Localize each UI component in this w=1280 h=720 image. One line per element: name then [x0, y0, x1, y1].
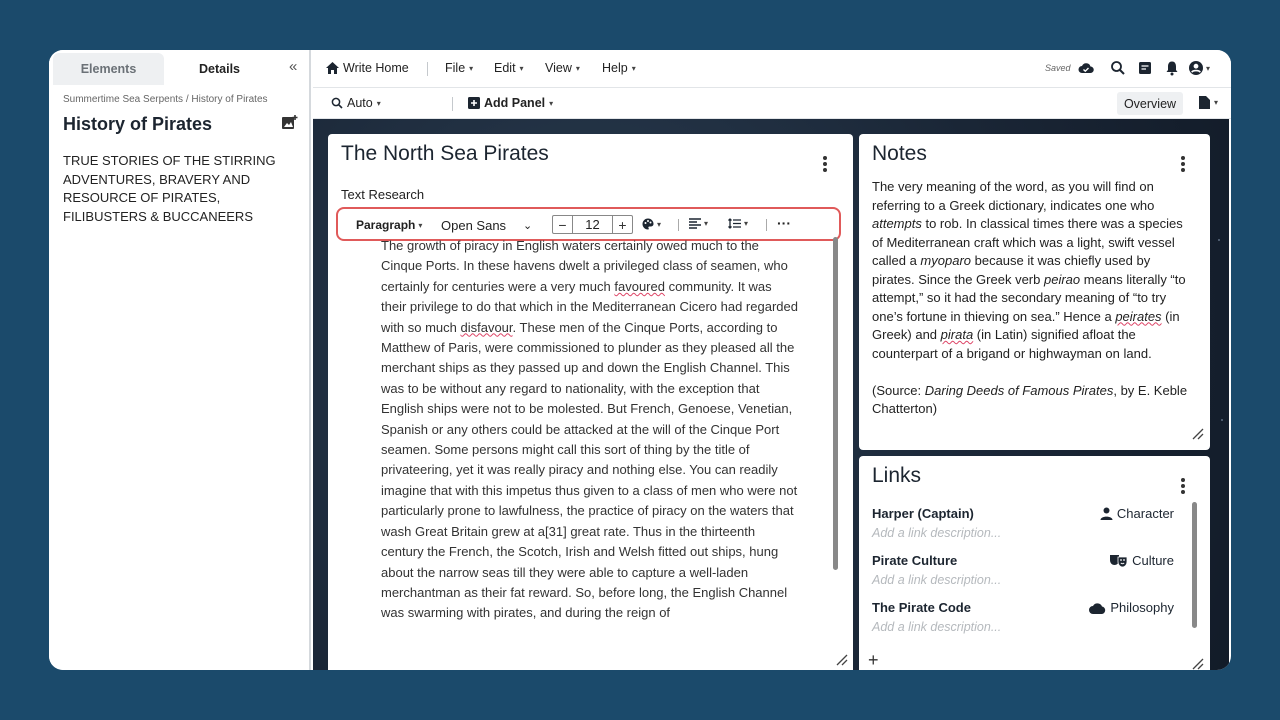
notes-text-run: means literally “to attempt,” so it had the secondary meaning of “to try one’s fortune in thieving on sea.” Hence a — [872, 271, 1186, 324]
chevron-down-icon: ▾ — [376, 98, 381, 108]
body-text-run: The growth of piracy in English waters certainly owed much to the Cinque Ports. In these havens dwelt a privileged class of seamen, who certainly for centuries were a very much — [381, 238, 788, 294]
save-status: Saved — [1045, 63, 1071, 73]
more-options-icon[interactable] — [1181, 156, 1185, 172]
menu-edit-label: Edit — [494, 61, 516, 75]
tab-elements[interactable]: Elements — [53, 53, 164, 85]
source-title: Daring Deeds of Famous Pirates — [924, 382, 1114, 398]
theater-masks-icon — [1110, 554, 1128, 567]
chevron-down-icon: ▾ — [657, 219, 662, 229]
more-format-icon[interactable]: ··· — [777, 215, 791, 231]
notes-title[interactable]: Notes — [872, 142, 927, 165]
scrollbar[interactable] — [833, 237, 838, 570]
notes-icon[interactable] — [1137, 60, 1153, 76]
zoom-icon — [331, 97, 343, 109]
panel-subtitle: Text Research — [341, 187, 425, 202]
link-name[interactable]: The Pirate Code — [872, 600, 971, 615]
font-family-label: Open Sans — [441, 218, 507, 233]
link-name[interactable]: Harper (Captain) — [872, 506, 974, 521]
breadcrumb[interactable]: Summertime Sea Serpents / History of Pirates — [63, 94, 268, 105]
resize-handle-icon[interactable] — [1192, 428, 1204, 440]
link-description[interactable]: Add a link description... — [872, 573, 1002, 587]
source-suffix: , by E. Keble Chatterton) — [872, 382, 1188, 416]
spellcheck-word: favoured — [614, 278, 665, 294]
paragraph-style-select[interactable] — [356, 218, 422, 232]
add-square-icon — [468, 97, 480, 109]
overview-button[interactable]: Overview — [1117, 92, 1183, 115]
panel-bar — [313, 88, 1231, 119]
menu-help-label: Help — [602, 61, 628, 75]
panel-title[interactable]: The North Sea Pirates — [341, 142, 549, 165]
text-editor-body[interactable] — [381, 236, 799, 644]
link-type — [1100, 506, 1174, 521]
document-menu[interactable] — [1199, 96, 1218, 109]
link-description[interactable]: Add a link description... — [872, 526, 1002, 540]
notes-body[interactable] — [872, 178, 1192, 419]
chevron-down-icon: ▾ — [519, 63, 524, 73]
divider — [766, 219, 767, 231]
notes-emphasis: pirata — [940, 327, 974, 342]
more-options-icon[interactable] — [1181, 478, 1185, 494]
notes-text-run: to rob. In classical times there was a species of Mediterranean craft which was a light, swift vessel called a — [872, 216, 1183, 268]
font-family-select[interactable] — [441, 218, 532, 233]
chevron-down-icon: ▾ — [469, 63, 474, 73]
font-size-stepper[interactable] — [552, 215, 633, 234]
spacer — [872, 363, 1192, 382]
spellcheck-word: disfavour — [460, 319, 513, 335]
star-decoration — [1221, 419, 1223, 421]
chevron-down-icon: ▾ — [744, 219, 749, 228]
divider — [452, 97, 453, 111]
align-left-icon — [689, 218, 701, 229]
person-icon — [1100, 507, 1113, 520]
chevron-down-icon: ▾ — [549, 98, 554, 108]
link-type — [1089, 600, 1174, 615]
more-options-icon[interactable] — [823, 156, 827, 172]
zoom-select[interactable] — [331, 96, 381, 110]
notes-text-run: (in Greek) and — [872, 308, 1180, 342]
chevron-down-icon: ▾ — [418, 220, 423, 230]
search-icon[interactable] — [1110, 60, 1126, 76]
notes-emphasis: peirates — [1115, 308, 1162, 324]
add-image-icon[interactable] — [282, 115, 298, 129]
menu-view-label: View — [545, 61, 572, 75]
link-item[interactable] — [872, 506, 1174, 548]
star-decoration — [1218, 239, 1220, 241]
divider — [678, 219, 679, 231]
text-panel — [328, 134, 853, 670]
chevron-down-icon: ▾ — [1214, 98, 1219, 107]
write-home-label: Write Home — [343, 61, 409, 75]
text-color-select[interactable] — [642, 218, 661, 230]
resize-handle-icon[interactable] — [836, 654, 848, 666]
page-title: History of Pirates — [63, 114, 213, 134]
scrollbar[interactable] — [1192, 502, 1197, 628]
chevron-down-icon: ▾ — [704, 219, 709, 228]
write-home-button[interactable] — [326, 61, 409, 75]
cloud-icon — [1089, 602, 1106, 614]
chevron-down-icon[interactable]: ▾ — [1206, 64, 1211, 73]
link-item[interactable] — [872, 553, 1174, 595]
body-text-run: community. It was their privilege to do that which in the Mediterranean Cicero had regarded with so much — [381, 278, 798, 335]
notes-emphasis: peirao — [1043, 271, 1081, 287]
top-bar — [313, 50, 1231, 88]
line-spacing-icon — [728, 218, 741, 229]
notes-emphasis: attempts — [872, 216, 922, 231]
collapse-panel-icon[interactable]: « — [289, 58, 298, 75]
notes-text-run: (in Latin) signified afloat the counterpart of a brigand or highwayman on land. — [872, 327, 1152, 361]
notes-panel — [859, 134, 1210, 450]
link-description[interactable]: Add a link description... — [872, 620, 1002, 634]
element-description[interactable]: TRUE STORIES OF THE STIRRING ADVENTURES, BRAVERY AND RESOURCE OF PIRATES, FILIBUSTERS & BUCCANEERS — [63, 153, 276, 224]
chevron-down-icon: ⌄ — [523, 220, 533, 232]
decrease-size-button[interactable]: − — [558, 216, 567, 233]
body-text-run: . These men of the Cinque Ports, according to Matthew of Paris, were commissioned to plunder as they pleased all the merchant ships as they passed up and down the English Channel. This was to be without any regard to nationality, with the exception that English ships were not to be molested. But French, Genoese, Venetian, Spanish or any others could be attacked at the will of the Cinque Port seamen. Some persons might call this sort of thing by the title of privateering, yet it was really piracy and nothing else. You can readily imagine that with this impetus thus given to a class of men who were not particularly prone to lawfulness, the practice of piracy on the waters that wash Great Britain grew at a[31] great rate. Thus in the thirteenth century the French, the Scotch, Irish and Welsh fitted out ships, hung about the narrow seas till they were able to capture a well-laden merchantman as their fat reward. So, before long, the English Channel was swarming with pirates, and during the reign of — [381, 319, 798, 621]
link-type — [1110, 553, 1174, 568]
menu-help[interactable] — [602, 61, 636, 75]
link-item[interactable] — [872, 600, 1174, 642]
links-title[interactable]: Links — [872, 464, 922, 487]
notes-text-run: because it was chiefly used by pirates. Since the Greek verb — [872, 253, 1151, 287]
left-panel — [49, 50, 311, 670]
chevron-down-icon: ▾ — [575, 63, 580, 73]
source-prefix: (Source: — [872, 382, 925, 398]
document-icon — [1199, 96, 1210, 109]
home-icon — [326, 62, 339, 74]
link-type-label: Philosophy — [1110, 600, 1174, 615]
link-type-label: Culture — [1132, 553, 1174, 568]
resize-handle-icon[interactable] — [1192, 658, 1204, 670]
bell-icon[interactable] — [1164, 60, 1180, 76]
link-name[interactable]: Pirate Culture — [872, 553, 958, 568]
notes-emphasis: myoparo — [920, 253, 971, 268]
menu-view[interactable] — [545, 61, 580, 75]
left-tabs — [53, 53, 307, 85]
chevron-down-icon: ▾ — [631, 63, 636, 73]
zoom-label: Auto — [347, 96, 373, 110]
paragraph-style-label: Paragraph — [356, 218, 416, 232]
link-type-label: Character — [1116, 506, 1174, 521]
links-panel — [859, 456, 1210, 670]
align-select[interactable] — [689, 218, 708, 229]
add-panel-button[interactable] — [468, 96, 553, 110]
increase-size-button[interactable]: + — [618, 216, 627, 233]
add-link-icon[interactable]: + — [868, 650, 879, 670]
divider — [427, 62, 428, 76]
menu-file-label: File — [445, 61, 466, 75]
line-spacing-select[interactable] — [728, 218, 748, 229]
cloud-check-icon — [1078, 60, 1094, 76]
palette-icon — [642, 218, 654, 230]
font-size-value[interactable]: 12 — [572, 216, 613, 233]
workspace — [313, 119, 1229, 670]
notes-text-run: The very meaning of the word, as you will find on referring to a Greek dictionary, indicates one who — [872, 179, 1155, 213]
account-icon[interactable] — [1188, 60, 1204, 76]
tab-details[interactable]: Details — [164, 53, 275, 85]
add-panel-label: Add Panel — [484, 96, 546, 110]
app-window — [49, 50, 1231, 670]
menu-file[interactable] — [445, 61, 473, 75]
menu-edit[interactable] — [494, 61, 524, 75]
